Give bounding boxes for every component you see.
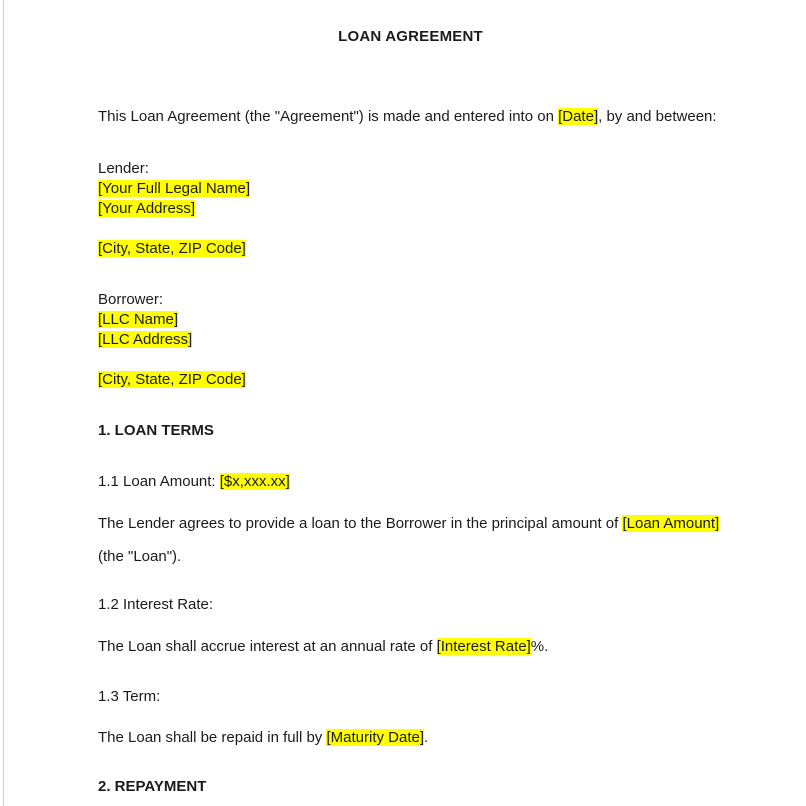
- borrower-address-line: [98, 330, 723, 350]
- page-left-edge-line: [3, 0, 4, 806]
- clause-1-1: [98, 473, 723, 490]
- section-2-heading: 2. REPAYMENT: [98, 778, 207, 795]
- lender-block: [98, 159, 723, 259]
- intro-text-post: , by and between:: [598, 108, 717, 125]
- clause-1-2-body-pre: The Loan shall accrue interest at an annual rate of: [98, 638, 437, 655]
- blank-line: [98, 350, 723, 370]
- clause-1-1-body: [98, 507, 723, 573]
- borrower-label: Borrower:: [98, 291, 164, 308]
- doc-title: LOAN AGREEMENT: [338, 28, 483, 45]
- clause-1-2-body: [98, 630, 723, 663]
- clause-1-2-body-post: %.: [530, 638, 549, 655]
- date-placeholder[interactable]: [Date]: [558, 108, 599, 125]
- borrower-address-placeholder[interactable]: [LLC Address]: [98, 331, 193, 348]
- intro-paragraph: [98, 108, 723, 125]
- document-page[interactable]: [98, 0, 723, 795]
- clause-1-2-heading: 1.2 Interest Rate:: [98, 596, 214, 613]
- loan-amount-value-placeholder[interactable]: [$x,xxx.xx]: [219, 473, 290, 490]
- clause-1-1-body-post: (the "Loan").: [98, 548, 182, 565]
- loan-amount-placeholder[interactable]: [Loan Amount]: [622, 515, 720, 532]
- interest-rate-placeholder[interactable]: [Interest Rate]: [436, 638, 531, 655]
- clause-1-3-body: [98, 721, 723, 754]
- lender-address-placeholder[interactable]: [Your Address]: [98, 200, 196, 217]
- clause-1-1-label: 1.1 Loan Amount:: [98, 473, 220, 490]
- borrower-name-line: [98, 310, 723, 330]
- lender-address-line: [98, 199, 723, 219]
- clause-1-3-body-post: .: [424, 729, 429, 746]
- lender-name-placeholder[interactable]: [Your Full Legal Name]: [98, 180, 251, 197]
- maturity-date-placeholder[interactable]: [Maturity Date]: [326, 729, 425, 746]
- blank-line: [98, 219, 723, 239]
- lender-city-line: [98, 239, 723, 259]
- borrower-name-placeholder[interactable]: [LLC Name]: [98, 311, 179, 328]
- clause-1-1-body-pre: The Lender agrees to provide a loan to the Borrower in the principal amount of: [98, 515, 623, 532]
- section-1-heading: 1. LOAN TERMS: [98, 422, 214, 439]
- borrower-block: [98, 290, 723, 390]
- borrower-city-placeholder[interactable]: [City, State, ZIP Code]: [98, 371, 246, 388]
- lender-name-line: [98, 179, 723, 199]
- clause-1-3-body-pre: The Loan shall be repaid in full by: [98, 729, 327, 746]
- clause-1-3-heading: 1.3 Term:: [98, 688, 161, 705]
- lender-label: Lender:: [98, 160, 149, 177]
- borrower-city-line: [98, 370, 723, 390]
- intro-text-pre: This Loan Agreement (the "Agreement") is made and entered into on: [98, 108, 559, 125]
- lender-city-placeholder[interactable]: [City, State, ZIP Code]: [98, 240, 246, 257]
